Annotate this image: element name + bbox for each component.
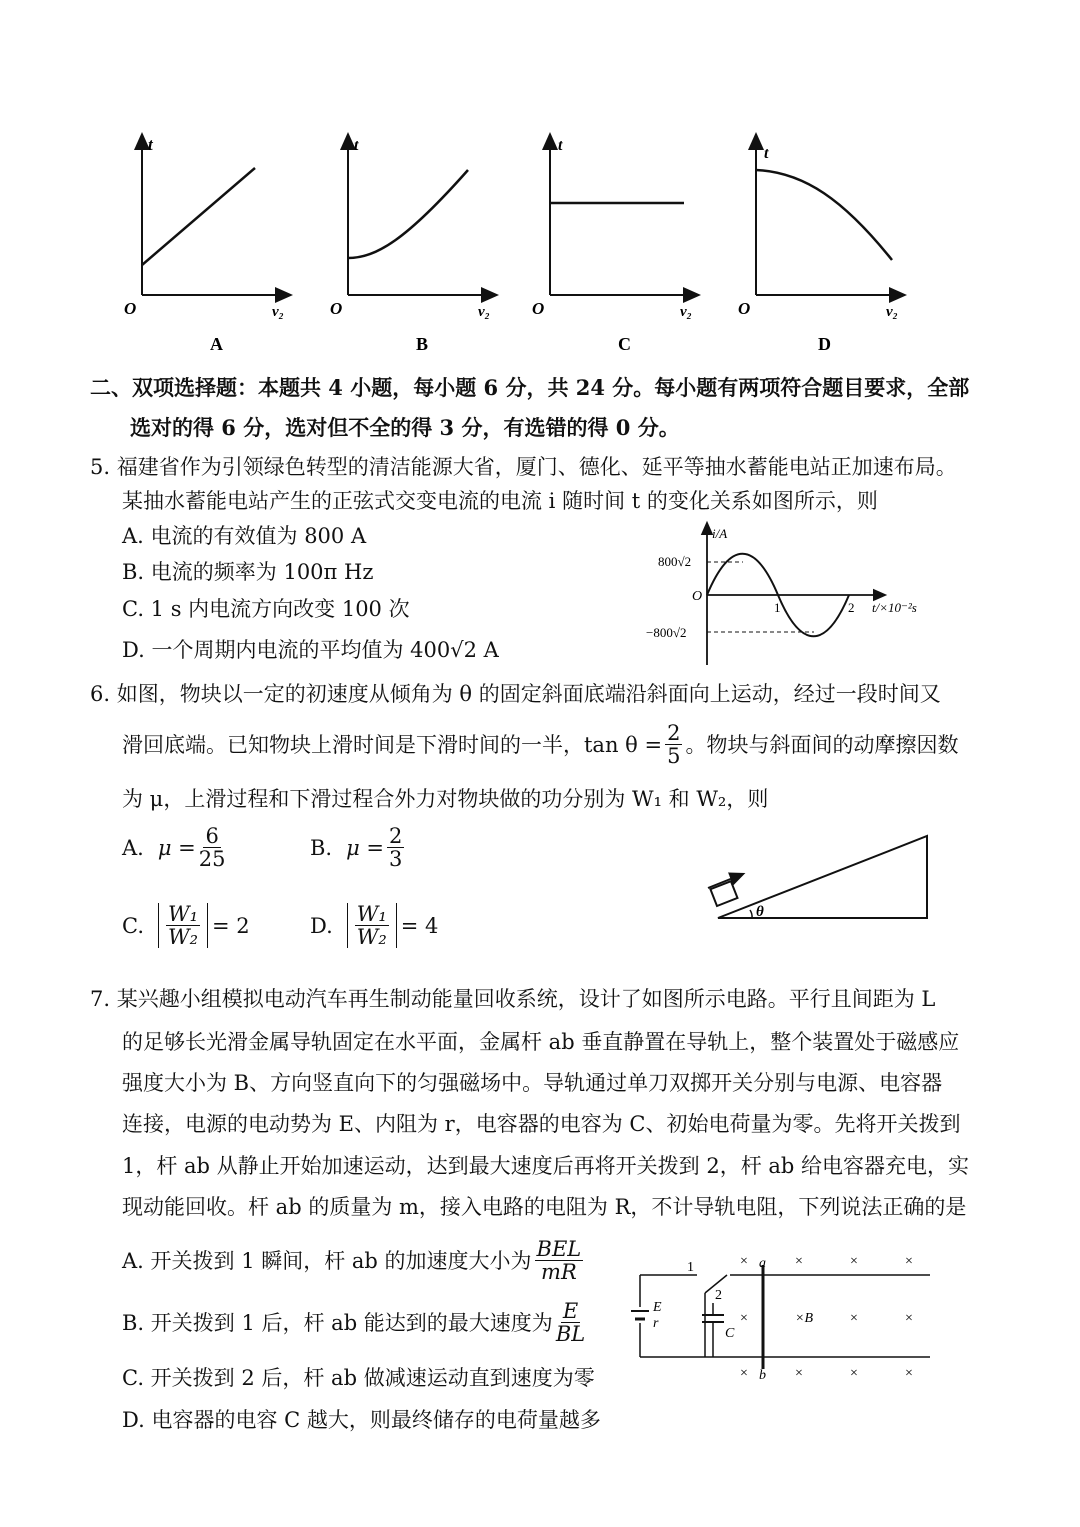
q7-rod-label-a: a (759, 1256, 766, 1271)
graph-d-x-label: v₂ (886, 304, 898, 320)
graph-d-curve (756, 170, 892, 260)
q7-stem-line1: 7. 某兴趣小组模拟电动汽车再生制动能量回收系统，设计了如图所示电路。平行且间距为 L (90, 987, 936, 1011)
q6-tan-den: 5 (667, 744, 681, 768)
q7-stem-line5: 1，杆 ab 从静止开始加速运动，达到最大速度后再将开关拨到 2，杆 ab 给电容器充电，实 (122, 1154, 970, 1178)
field-cross: × (850, 1254, 858, 1269)
q5-graph-peak: 800√2 (658, 554, 692, 569)
q6-option-a-num: 6 (205, 824, 219, 848)
q6-option-d-num: W₁ (356, 902, 387, 926)
graph-a-curve (142, 168, 255, 265)
q7-option-b (122, 1300, 588, 1345)
graph-b-origin: O (330, 299, 343, 318)
graph-a-caption: A (210, 334, 223, 354)
q6-option-b-label: B. (310, 835, 333, 860)
q5-stem-line2: 某抽水蓄能电站产生的正弦式交变电流的电流 i 随时间 t 的变化关系如图所示，则 (122, 489, 878, 513)
q6-option-c (122, 903, 250, 948)
q7-field-label: ×B (795, 1311, 813, 1326)
q7-option-a (122, 1238, 586, 1283)
graph-b-x-label: v₂ (478, 304, 490, 320)
q6-tan-fraction (665, 722, 682, 767)
q6-option-c-den: W₂ (168, 925, 199, 949)
q7-magnetic-field (740, 1254, 913, 1381)
q7-capacitor-label: C (725, 1326, 735, 1341)
q7-switch-label-2: 2 (715, 1288, 722, 1303)
q6-option-a-label: A. (122, 835, 144, 860)
q7-circuit-figure (625, 1245, 935, 1385)
q7-emf-label: E (653, 1300, 662, 1315)
q6-option-b-num: 2 (389, 824, 403, 848)
q5-graph-tick2: 2 (848, 600, 855, 615)
graph-d-caption: D (818, 334, 831, 354)
graph-b-curve (348, 170, 468, 258)
field-cross: × (905, 1254, 913, 1269)
q7-option-b-num: E (562, 1299, 579, 1323)
q7-option-d: D. 电容器的电容 C 越大，则最终储存的电荷量越多 (122, 1408, 601, 1432)
field-cross: × (740, 1311, 748, 1326)
q6-option-d (310, 903, 438, 948)
q5-option-b: B. 电流的频率为 100π Hz (122, 560, 374, 584)
q6-stem-line2-post: 。物块与斜面间的动摩擦因数 (685, 732, 959, 757)
q7-stem-line4: 连接，电源的电动势为 E、内阻为 r，电容器的电容为 C、初始电荷量为零。先将开关拨到 (122, 1112, 961, 1136)
q6-tan-num: 2 (667, 721, 681, 745)
q5-current-graph (640, 520, 945, 670)
q5-graph-x-label: t/×10⁻²s (872, 600, 917, 615)
q6-incline-figure (700, 830, 935, 925)
q5-graph-trough: −800√2 (646, 625, 687, 640)
q5-option-d: D. 一个周期内电流的平均值为 400√2 A (122, 638, 499, 662)
field-cross: × (850, 1311, 858, 1326)
field-cross: × (740, 1254, 748, 1269)
graph-d (738, 140, 899, 354)
q7-stem-line2: 的足够长光滑金属导轨固定在水平面，金属杆 ab 垂直静置在导轨上，整个装置处于磁感应 (122, 1030, 960, 1054)
q6-incline (718, 836, 927, 918)
q5-option-c: C. 1 s 内电流方向改变 100 次 (122, 597, 410, 621)
graph-a-origin: O (124, 299, 137, 318)
q6-stem-line2-pre: 滑回底端。已知物块上滑时间是下滑时间的一半，tan θ = (122, 732, 663, 757)
answer-graphs (100, 130, 930, 360)
q6-option-c-rhs: = 2 (212, 913, 250, 938)
q7-option-c: C. 开关拨到 2 后，杆 ab 做减速运动直到速度为零 (122, 1366, 595, 1390)
field-cross: × (905, 1311, 913, 1326)
graph-b-caption: B (416, 334, 429, 354)
graph-c-x-label: v₂ (680, 304, 692, 320)
q5-graph-tick1: 1 (774, 600, 781, 615)
q7-option-b-den: BL (555, 1322, 586, 1346)
q6-stem-line3: 为 μ，上滑过程和下滑过程合外力对物块做的功分别为 W₁ 和 W₂，则 (122, 787, 769, 811)
q6-option-a (122, 825, 229, 870)
q7-stem-line3: 强度大小为 B、方向竖直向下的匀强磁场中。导轨通过单刀双掷开关分别与电源、电容器 (122, 1071, 943, 1095)
field-cross: × (740, 1366, 748, 1381)
q6-stem-line2 (122, 722, 958, 767)
graph-c-y-label: t (558, 137, 563, 154)
q7-option-b-text: B. 开关拨到 1 后，杆 ab 能达到的最大速度为 (122, 1310, 553, 1335)
graph-d-origin: O (738, 299, 751, 318)
q6-option-b (310, 825, 407, 870)
q6-option-c-label: C. (122, 913, 144, 938)
graph-a-x-label: v₂ (272, 304, 284, 320)
graph-c-caption: C (618, 334, 631, 354)
q6-option-b-lhs: μ = (346, 835, 385, 860)
q7-option-a-text: A. 开关拨到 1 瞬间，杆 ab 的加速度大小为 (122, 1248, 532, 1273)
q5-stem-line1: 5. 福建省作为引领绿色转型的清洁能源大省，厦门、德化、延平等抽水蓄能电站正加速布局。 (90, 455, 957, 479)
graph-c (532, 137, 693, 354)
field-cross: × (795, 1366, 803, 1381)
q6-angle-label: θ (756, 904, 764, 920)
q7-r-label: r (653, 1316, 659, 1331)
q5-option-a: A. 电流的有效值为 800 A (122, 524, 367, 548)
q7-option-a-num: BEL (536, 1237, 582, 1261)
q6-option-d-label: D. (310, 913, 333, 938)
q5-graph-origin: O (692, 589, 703, 604)
field-cross: × (795, 1254, 803, 1269)
graph-b-y-label: t (354, 137, 359, 154)
q7-stem-line6: 现动能回收。杆 ab 的质量为 m，接入电路的电阻为 R，不计导轨电阻，下列说法正确的是 (122, 1195, 967, 1219)
section2-heading-line1: 二、双项选择题：本题共 4 小题，每小题 6 分，共 24 分。每小题有两项符合题目要求，全部 (90, 375, 970, 400)
q6-option-d-rhs: = 4 (400, 913, 439, 938)
graph-a-y-label: t (148, 135, 153, 154)
q7-switch-label-1: 1 (687, 1260, 694, 1275)
q6-option-d-den: W₂ (356, 925, 387, 949)
q6-option-a-lhs: μ = (157, 835, 196, 860)
q6-option-b-den: 3 (389, 847, 403, 871)
graph-c-origin: O (532, 299, 545, 318)
q6-option-a-den: 25 (198, 847, 226, 871)
graph-a (124, 135, 285, 354)
q7-option-a-den: mR (541, 1260, 577, 1284)
graph-d-y-label: t (764, 145, 769, 162)
q7-rod-label-b: b (759, 1368, 766, 1383)
field-cross: × (850, 1366, 858, 1381)
field-cross: × (905, 1366, 913, 1381)
q6-option-c-num: W₁ (168, 902, 199, 926)
q5-graph-y-label: i/A (712, 526, 728, 541)
graph-b (330, 137, 491, 354)
q6-stem-line1: 6. 如图，物块以一定的初速度从倾角为 θ 的固定斜面底端沿斜面向上运动，经过一段时间又 (90, 682, 941, 706)
section2-heading-line2: 选对的得 6 分，选对但不全的得 3 分，有选错的得 0 分。 (130, 415, 680, 440)
